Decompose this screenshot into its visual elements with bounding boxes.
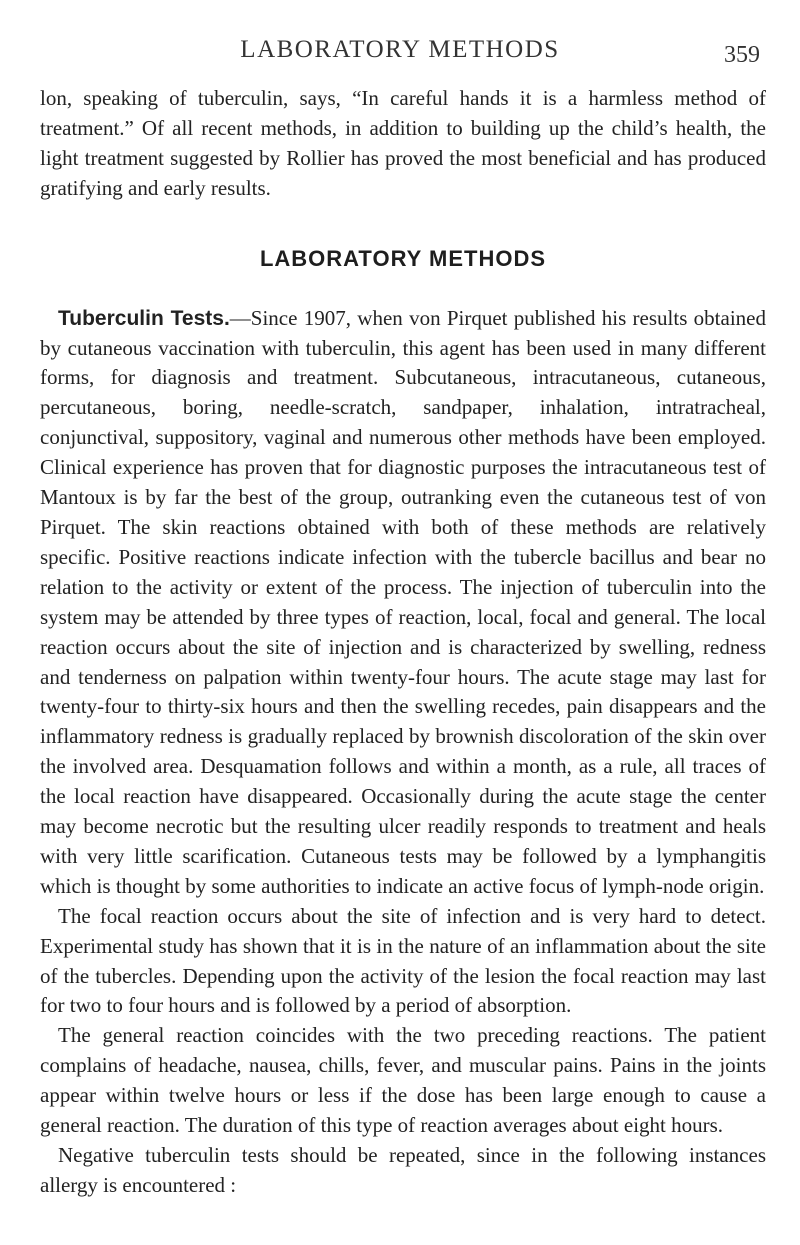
tuberculin-tests-text: —Since 1907, when von Pirquet published his results obtained by cutaneous vaccination with tuberculin, this agent has been used in many different forms, for diagnosis and treatment. Subcutaneous, intracutaneous, cutaneous, percutaneous, boring, needle-scratch, sandpaper, inhalation, intratracheal, conjunctival, suppository, vaginal and numerous other methods have been employed. Clinical experience has proven that for diagnostic purposes the intracutaneous test of Mantoux is by far the best of the group, outranking even the cutaneous test of von Pirquet. The skin reactions obtained with both of these methods are relatively specific. Positive reactions indicate infection with the tubercle bacillus and bear no relation to the activity or extent of the process. The injection of tuberculin into the system may be attended by three types of reaction, local, focal and general. The local reaction occurs about the site of injection and is characterized by swelling, redness and tenderness on palpation within twenty-four hours. The acute stage may last for twenty-four to thirty-six hours and then the swelling recedes, pain disappears and the inflammatory redness is gradually replaced by brownish discoloration of the skin over the involved area. Desquamation follows and within a month, as a rule, all traces of the local reaction have disappeared. Occasionally during the acute stage the center may become necrotic but the resulting ulcer readily responds to treatment and heals with very little scarification. Cutaneous tests may be followed by a lymphangitis which is thought by some authorities to indicate an active focus of lymph-node origin.	[40, 305, 766, 898]
negative-tests-paragraph: Negative tuberculin tests should be repeated, since in the following instances allergy is encountered :	[40, 1143, 766, 1197]
running-head	[40, 36, 760, 72]
run-in-heading: Tuberculin Tests.	[58, 306, 230, 330]
general-reaction-paragraph: The general reaction coincides with the two preceding reactions. The patient complains of headache, nausea, chills, fever, and muscular pains. Pains in the joints appear within twelve hours or less if the dose has been large enough to cause a general reaction. The duration of this type of reaction averages about eight hours.	[40, 1023, 766, 1138]
body-text	[40, 84, 766, 1201]
section-heading: LABORATORY METHODS	[259, 245, 547, 271]
focal-reaction-paragraph: The focal reaction occurs about the site of infection and is very hard to detect. Experimental study has shown that it is in the nature of an inflammation about the site of the tubercles. Depending upon the activity of the lesion the focal reaction may last for two to four hours and is followed by a period of absorption.	[40, 903, 766, 1018]
continuation-paragraph: lon, speaking of tuberculin, says, “In careful hands it is a harmless method of treatment.” Of all recent methods, in addition to building up the child’s health, the light treatment suggested by Rollier has proved the most beneficial and has produced gratifying and early results.	[40, 86, 766, 200]
page-number: 359	[724, 42, 760, 68]
running-title: LABORATORY METHODS	[240, 36, 560, 63]
tuberculin-tests-paragraph	[40, 304, 766, 902]
